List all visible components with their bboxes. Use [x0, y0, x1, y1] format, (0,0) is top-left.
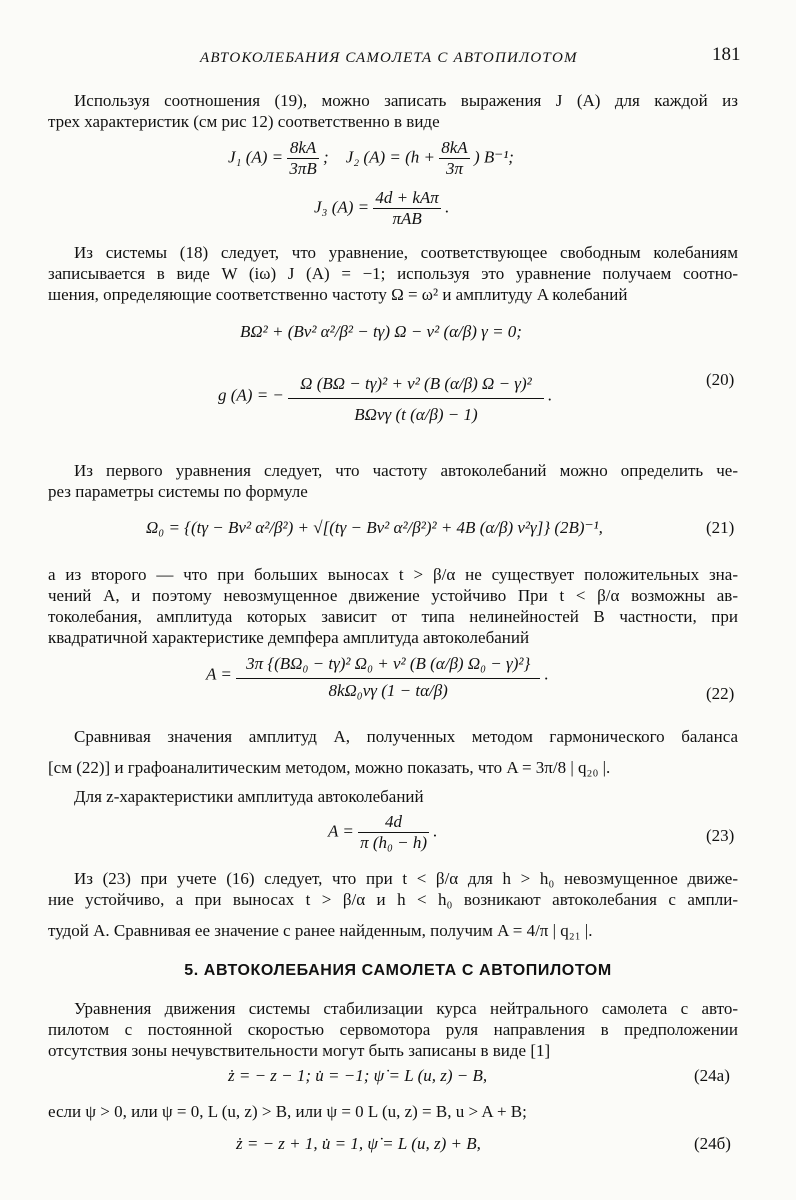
eq-lhs: J₁ (A) =	[228, 147, 284, 167]
equation-22	[206, 650, 549, 701]
eq-tail: .	[548, 385, 553, 405]
denominator: 3πB	[289, 159, 317, 178]
fraction	[287, 138, 318, 179]
fraction	[236, 650, 540, 701]
text-line: тудой A. Сравнивая ее значение с ранее найденным, получим A = 4/π | q₂₁ |.	[48, 921, 593, 940]
text-line: Используя соотношения (19), можно записать выражения J (A) для каждой из	[74, 91, 738, 110]
paragraph-8	[48, 998, 738, 1061]
numerator: 4d	[358, 812, 429, 833]
paragraph-1	[48, 90, 738, 132]
page-header	[0, 38, 796, 68]
eq-lhs: J₂ (A) = (h +	[345, 147, 435, 167]
eq-tail: .	[544, 664, 549, 684]
equation-j1-j2	[228, 138, 514, 179]
text-line: Из первого уравнения следует, что частоту автоколебаний можно определить че-	[74, 461, 738, 480]
numerator: 3π {(BΩ₀ − tγ)² Ω₀ + v² (B (α/β) Ω₀ − γ)²}	[236, 650, 540, 679]
numerator: 8kA	[287, 138, 318, 159]
text-line: шения, определяющие соответственно частоту Ω = ω² и амплитуду A колебаний	[48, 285, 628, 304]
paragraph-6	[48, 786, 738, 807]
text-line: чений A, и поэтому невозмущенное движение устойчиво При t < β/α возможны ав-	[48, 586, 738, 605]
denominator: πAB	[392, 209, 422, 228]
eq-tail: ) B⁻¹;	[473, 147, 514, 167]
text-line: трех характеристик (см рис 12) соответственно в виде	[48, 112, 440, 131]
text-line: Сравнивая значения амплитуд A, полученных методом гармонического баланса	[74, 727, 738, 746]
equation-number-20: (20)	[706, 370, 735, 389]
eq-lhs: g (A) = −	[218, 385, 284, 405]
denominator: π (h₀ − h)	[360, 833, 428, 852]
equation-23	[328, 812, 438, 853]
text-line: квадратичной характеристике демпфера амплитуда автоколебаний	[48, 628, 530, 647]
fraction	[373, 188, 440, 229]
equation-24b: ż = − z + 1, u̇ = 1, ψ̇ = L (u, z) + B,	[236, 1134, 481, 1153]
equation-24a: ż = − z − 1; u̇ = −1; ψ̇ = L (u, z) − B,	[228, 1066, 488, 1085]
numerator: 4d + kAπ	[375, 188, 439, 207]
text-line: [см (22)] и графоаналитическим методом, можно показать, что A = 3π/8 | q₂₀ |.	[48, 758, 611, 777]
numerator: Ω (BΩ − tγ)² + v² (B (α/β) Ω − γ)²	[288, 368, 544, 399]
text-line: токолебания, амплитуда которых зависит от типа нелинейностей В частности, при	[48, 607, 738, 626]
eq-tail: .	[433, 821, 438, 841]
running-title: АВТОКОЛЕБАНИЯ САМОЛЕТА С АВТОПИЛОТОМ	[200, 50, 578, 66]
text-line: записывается в виде W (iω) J (A) = −1; используя это уравнение получаем соотно-	[48, 264, 738, 283]
text-line: ние устойчиво, а при выносах t > β/α и h < h₀ возникают автоколебания с ампли-	[48, 890, 738, 909]
equation-20-line-2	[218, 368, 552, 425]
denominator: 8kΩ₀vγ (1 − tα/β)	[328, 681, 448, 700]
equation-number-23: (23)	[706, 826, 735, 845]
eq-tail: .	[445, 197, 450, 217]
paragraph-3	[48, 460, 738, 502]
paragraph-4	[48, 564, 738, 648]
text-line: Из (23) при учете (16) следует, что при t < β/α для h > h₀ невозмущенное движе-	[74, 869, 738, 888]
equation-number-22: (22)	[706, 684, 735, 703]
condition-line: если ψ > 0, или ψ = 0, L (u, z) > B, или ψ = 0 L (u, z) = B, u > A + B;	[48, 1102, 527, 1121]
text-line: пилотом с постоянной скоростью сервомотора руля направления в предположении	[48, 1020, 738, 1039]
fraction	[358, 812, 429, 853]
text-line: отсутствия зоны нечувствительности могут быть записаны в виде [1]	[48, 1041, 551, 1060]
text-line: а из второго — что при больших выносах t > β/α не существует положительных зна-	[48, 565, 738, 584]
text-line: Из системы (18) следует, что уравнение, соответствующее свободным колебаниям	[74, 243, 738, 262]
section-heading: 5. АВТОКОЛЕБАНИЯ САМОЛЕТА С АВТОПИЛОТОМ	[184, 962, 612, 979]
equation-number-21: (21)	[706, 518, 735, 537]
fraction	[288, 368, 544, 425]
page-number: 181	[712, 44, 741, 65]
paragraph-2	[48, 242, 738, 305]
fraction	[439, 138, 469, 179]
eq-lhs: A =	[328, 821, 354, 841]
numerator: 8kA	[441, 138, 468, 157]
equation-20-line-1: BΩ² + (Bv² α²/β² − tγ) Ω − v² (α/β) γ = 0;	[240, 322, 522, 341]
text-line: Уравнения движения системы стабилизации курса нейтрального самолета с авто-	[74, 999, 738, 1018]
text-line: Для z-характеристики амплитуда автоколебаний	[74, 787, 424, 806]
eq-lhs: A =	[206, 664, 232, 684]
paragraph-7	[48, 868, 738, 941]
equation-j3	[314, 188, 449, 229]
equation-21: Ω₀ = {(tγ − Bv² α²/β²) + √[(tγ − Bv² α²/β²)² + 4B (α/β) v²γ]} (2B)⁻¹,	[146, 518, 603, 537]
equation-number-24a: (24а)	[694, 1066, 730, 1085]
eq-separator: ;	[323, 147, 329, 167]
denominator: 3π	[445, 159, 463, 178]
text-line: рез параметры системы по формуле	[48, 482, 308, 501]
paragraph-5	[48, 726, 738, 778]
equation-number-24b: (24б)	[694, 1134, 731, 1153]
denominator: BΩvγ (t (α/β) − 1)	[354, 405, 478, 424]
eq-lhs: J₃ (A) =	[314, 197, 370, 217]
